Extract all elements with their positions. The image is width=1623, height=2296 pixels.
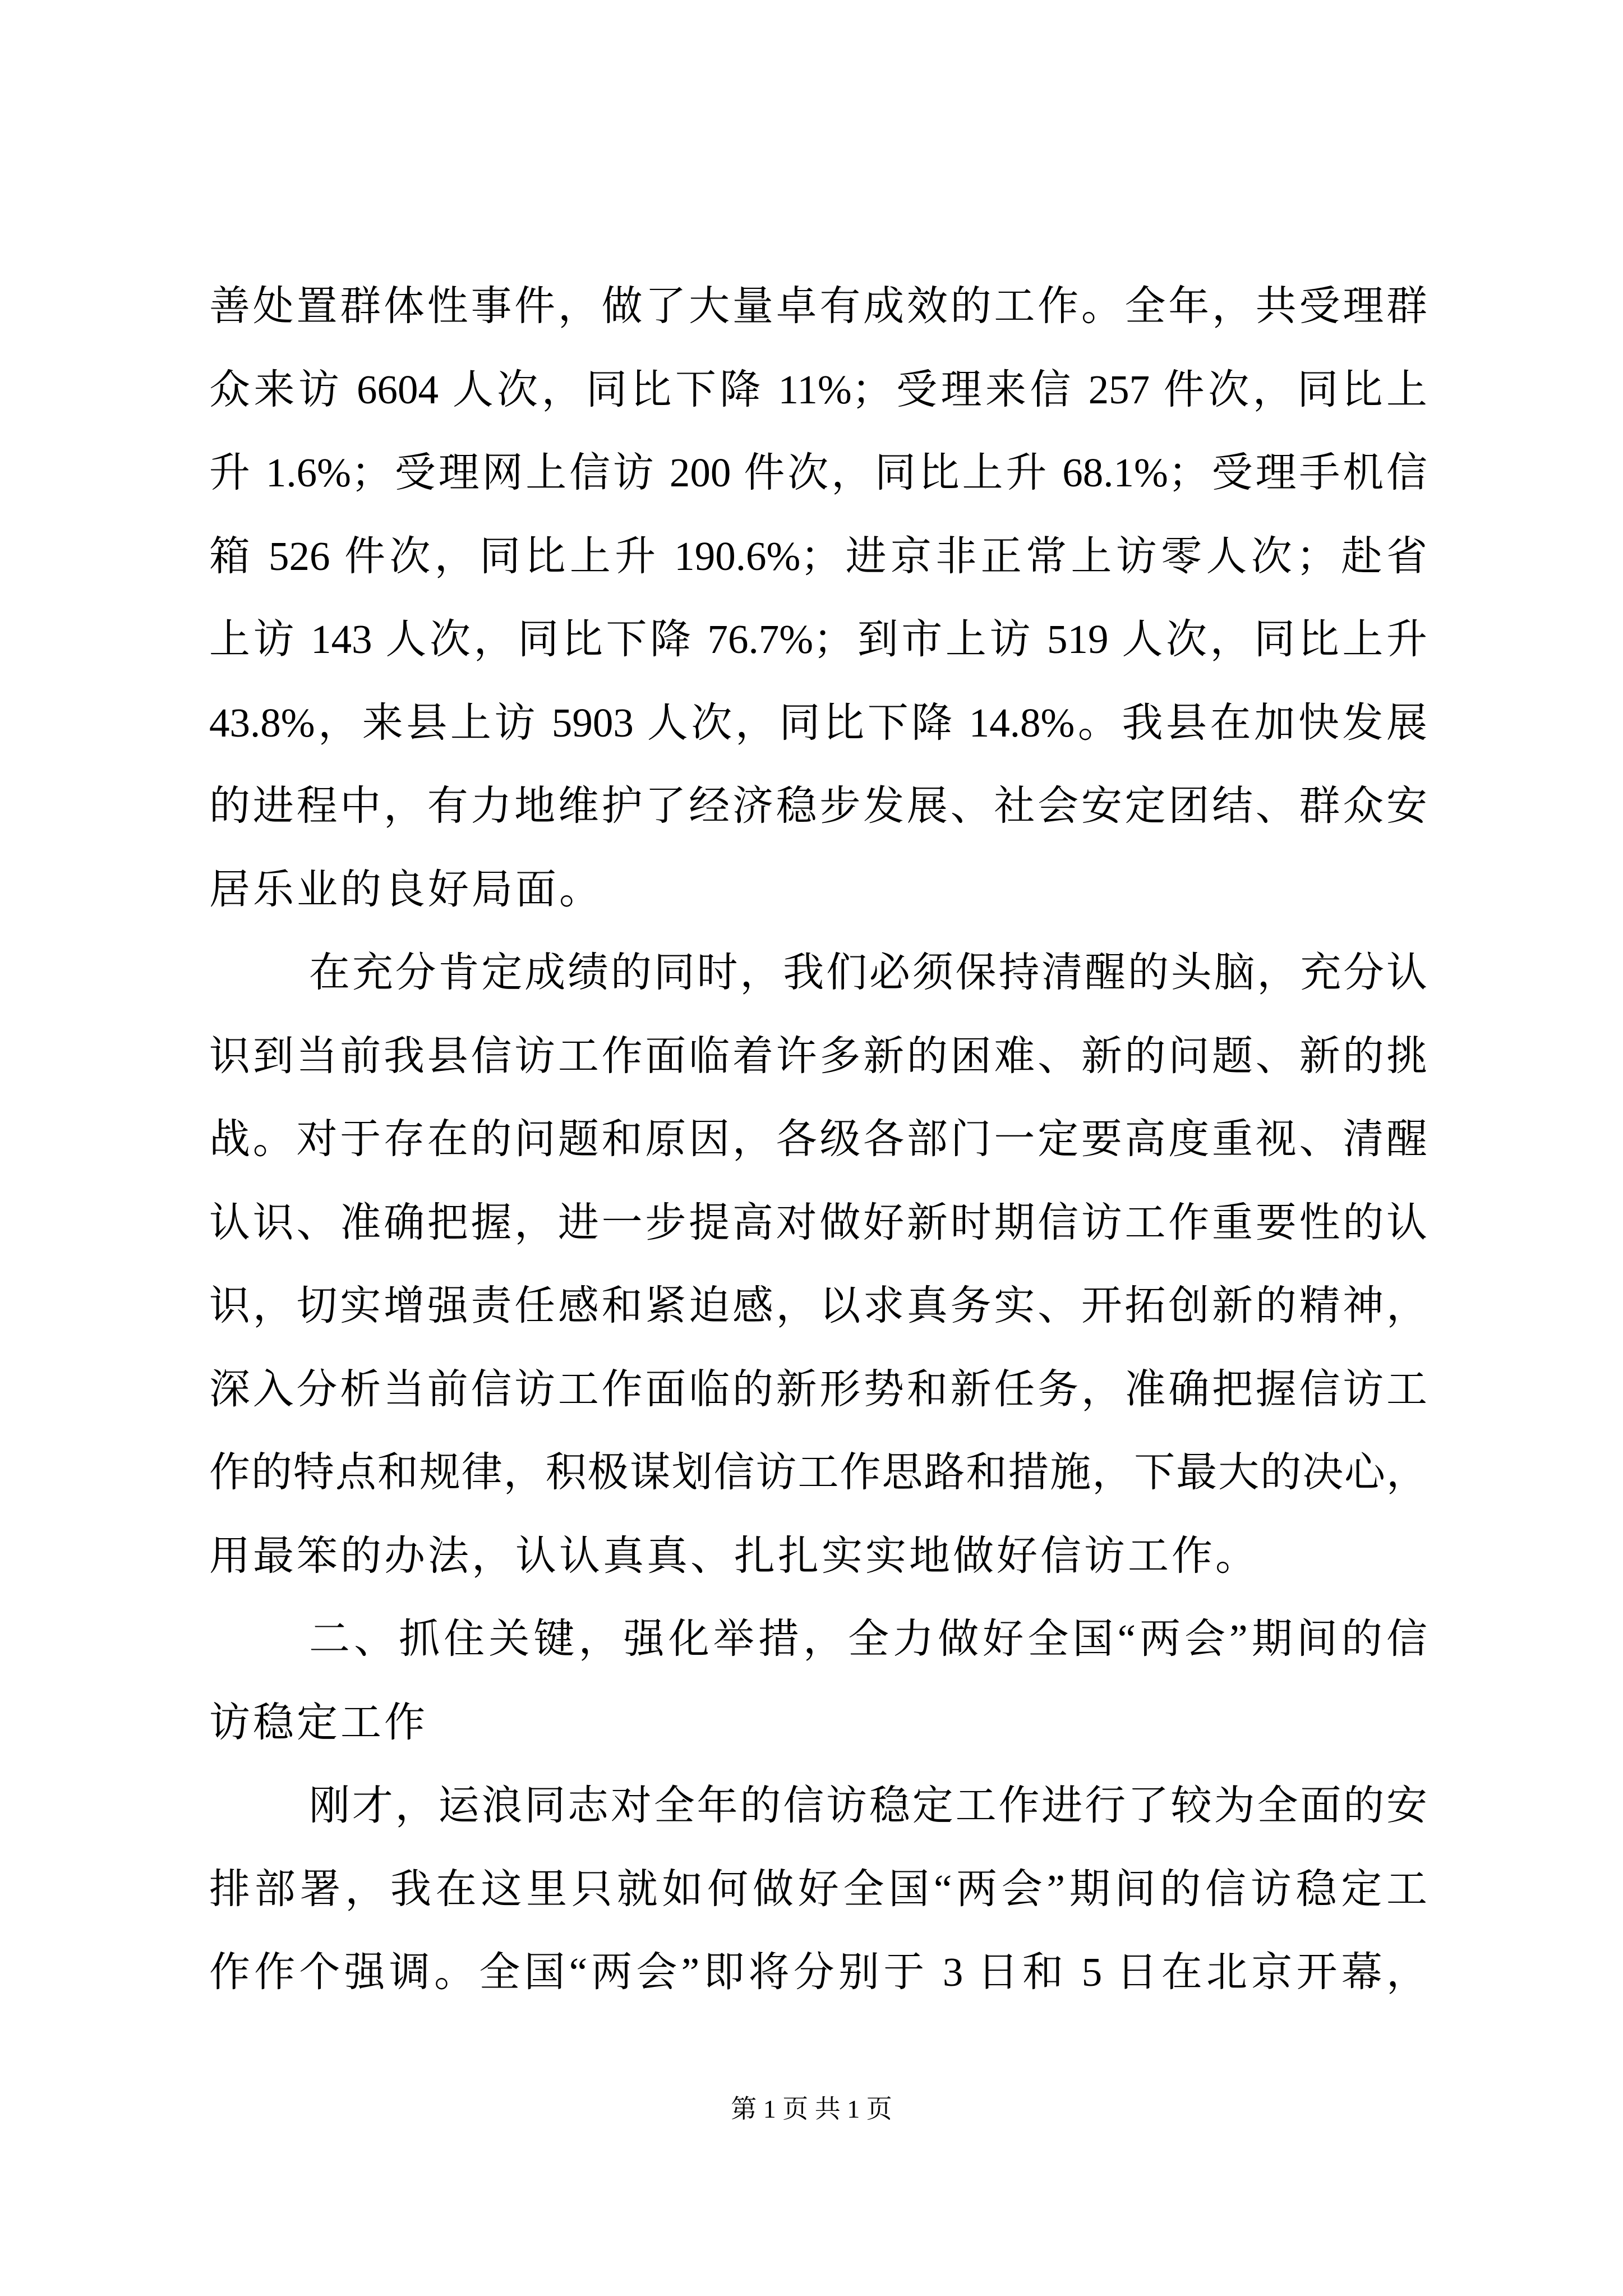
text-line: 用最笨的办法，认认真真、扎扎实实地做好信访工作。 — [209, 1533, 1259, 1579]
page-footer: 第 1 页 共 1 页 — [731, 2095, 892, 2123]
text-line: 战。对于存在的问题和原因，各级各部门一定要高度重视、清醒 — [209, 1116, 1427, 1162]
text-line: 作作个强调。全国“两会”即将分别于 3 日和 5 日在北京开幕， — [209, 1949, 1427, 1995]
paragraph — [209, 1764, 1427, 2014]
text-line: 作的特点和规律，积极谋划信访工作思路和措施，下最大的决心， — [209, 1450, 1427, 1495]
text-line: 的进程中，有力地维护了经济稳步发展、社会安定团结、群众安 — [209, 783, 1427, 829]
text-line: 识到当前我县信访工作面临着许多新的困难、新的问题、新的挑 — [209, 1033, 1427, 1079]
text-line: 上访 143 人次，同比下降 76.7%；到市上访 519 人次，同比上升 — [209, 616, 1427, 662]
text-line: 认识、准确把握，进一步提高对做好新时期信访工作重要性的认 — [209, 1199, 1427, 1245]
paragraph — [209, 931, 1427, 1598]
text-line: 在充分肯定成绩的同时，我们必须保持清醒的头脑，充分认 — [309, 950, 1427, 995]
text-line: 访稳定工作 — [209, 1699, 428, 1745]
text-line: 二、抓住关键，强化举措，全力做好全国“两会”期间的信 — [309, 1616, 1427, 1662]
text-line: 43.8%，来县上访 5903 人次，同比下降 14.8%。我县在加快发展 — [209, 700, 1427, 746]
text-line: 排部署，我在这里只就如何做好全国“两会”期间的信访稳定工 — [209, 1866, 1427, 1912]
text-line: 识，切实增强责任感和紧迫感，以求真务实、开拓创新的精神， — [209, 1283, 1427, 1328]
text-line: 善处置群体性事件，做了大量卓有成效的工作。全年，共受理群 — [209, 283, 1427, 329]
document-body — [209, 265, 1427, 2014]
text-line: 升 1.6%；受理网上信访 200 件次，同比上升 68.1%；受理手机信 — [209, 450, 1427, 495]
text-line: 箱 526 件次，同比上升 190.6%；进京非正常上访零人次；赴省 — [209, 533, 1427, 579]
text-line: 深入分析当前信访工作面临的新形势和新任务，准确把握信访工 — [209, 1366, 1427, 1412]
paragraph-continued — [209, 265, 1427, 931]
text-line: 居乐业的良好局面。 — [209, 866, 603, 912]
section-heading — [209, 1598, 1427, 1764]
text-line: 刚才，运浪同志对全年的信访稳定工作进行了较为全面的安 — [309, 1783, 1427, 1828]
text-line: 众来访 6604 人次，同比下降 11%；受理来信 257 件次，同比上 — [209, 366, 1427, 412]
